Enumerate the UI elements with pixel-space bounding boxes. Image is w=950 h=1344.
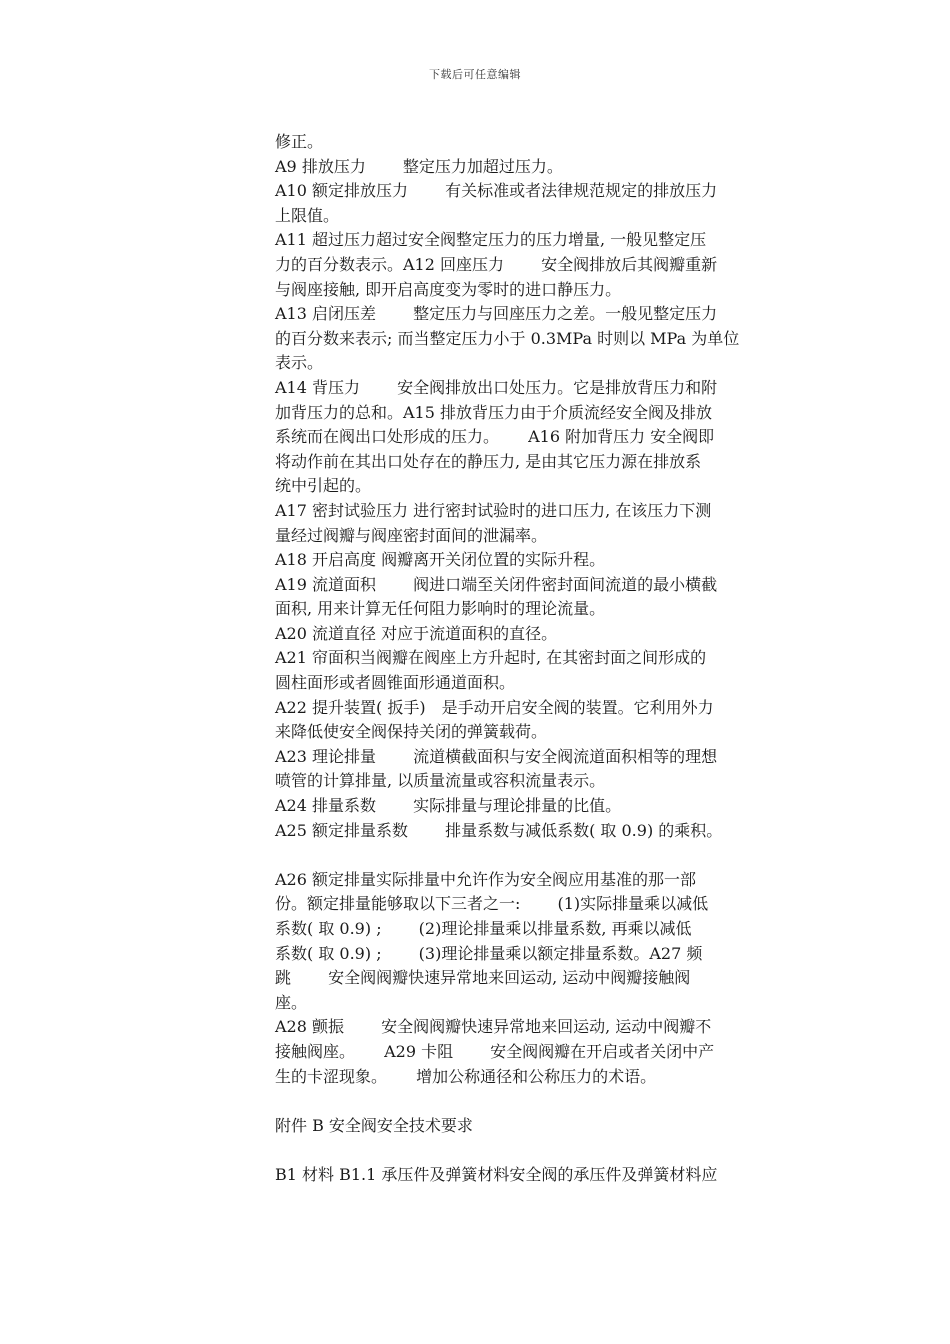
text-line: 接触阀座。 A29 卡阻 安全阀阀瓣在开启或者关闭中产: [275, 1041, 715, 1061]
text-line: A18 开启高度 阀瓣离开关闭位置的实际升程。: [275, 550, 606, 570]
page-header: 下载后可任意编辑: [429, 68, 521, 81]
text-line: B1 材料 B1.1 承压件及弹簧材料安全阀的承压件及弹簧材料应: [275, 1164, 718, 1184]
text-line: 统中引起的。: [275, 476, 372, 496]
text-line: 喷管的计算排量, 以质量流量或容积流量表示。: [275, 771, 606, 791]
text-line: A20 流道直径 对应于流道面积的直径。: [275, 623, 558, 643]
text-line: 生的卡涩现象。 增加公称通径和公称压力的术语。: [275, 1066, 657, 1086]
text-line: 跳 安全阀阀瓣快速异常地来回运动, 运动中阀瓣接触阀: [275, 968, 691, 988]
text-line: 力的百分数表示。A12 回座压力 安全阀排放后其阀瓣重新: [275, 254, 718, 274]
text-line: 系数( 取 0.9) ; (3)理论排量乘以额定排量系数。A27 频: [275, 943, 703, 963]
text-line: 座。: [275, 992, 308, 1012]
text-line: 上限值。: [275, 205, 340, 225]
paragraph-gap: [275, 1089, 805, 1114]
text-line: A17 密封试验压力 进行密封试验时的进口压力, 在该压力下测: [275, 500, 712, 520]
text-line: A10 额定排放压力 有关标准或者法律规范规定的排放压力: [275, 181, 718, 201]
text-line: 将动作前在其出口处存在的静压力, 是由其它压力源在排放系: [275, 451, 702, 471]
text-line: 与阀座接触, 即开启高度变为零时的进口静压力。: [275, 279, 622, 299]
paragraph-gap: [275, 1138, 805, 1163]
text-line: A13 启闭压差 整定压力与回座压力之差。一般见整定压力: [275, 304, 718, 324]
text-line: 面积, 用来计算无任何阻力影响时的理论流量。: [275, 599, 606, 619]
text-line: 加背压力的总和。A15 排放背压力由于介质流经安全阀及排放: [275, 402, 713, 422]
text-line: 份。额定排量能够取以下三者之一: (1)实际排量乘以减低: [275, 894, 709, 914]
text-line: 修正。: [275, 132, 324, 151]
text-line: A28 颤振 安全阀阀瓣快速异常地来回运动, 运动中阀瓣不: [275, 1017, 712, 1037]
text-line: 的百分数来表示; 而当整定压力小于 0.3MPa 时则以 MPa 为单位: [275, 328, 740, 348]
text-line: A23 理论排量 流道横截面积与安全阀流道面积相等的理想: [275, 746, 718, 766]
text-line: 系统而在阀出口处形成的压力。 A16 附加背压力 安全阀即: [275, 427, 715, 447]
text-line: A9 排放压力 整定压力加超过压力。: [275, 156, 563, 176]
text-line: A14 背压力 安全阀排放出口处压力。它是排放背压力和附: [275, 377, 718, 397]
text-line: A22 提升装置( 扳手) 是手动开启安全阀的装置。它利用外力: [275, 697, 714, 717]
text-line: A25 额定排量系数 排量系数与减低系数( 取 0.9) 的乘积。: [275, 820, 723, 840]
text-line: A11 超过压力超过安全阀整定压力的压力增量, 一般见整定压: [275, 230, 707, 250]
text-line: 表示。: [275, 353, 324, 373]
text-line: A26 额定排量实际排量中允许作为安全阀应用基准的那一部: [275, 869, 697, 889]
text-line: 来降低使安全阀保持关闭的弹簧载荷。: [275, 722, 548, 742]
text-line: 系数( 取 0.9) ; (2)理论排量乘以排量系数, 再乘以减低: [275, 919, 692, 938]
text-line: A21 帘面积当阀瓣在阀座上方升起时, 在其密封面之间形成的: [275, 648, 707, 668]
text-line: A19 流道面积 阀进口端至关闭件密封面间流道的最小横截: [275, 574, 718, 594]
text-line: 圆柱面形或者圆锥面形通道面积。: [275, 673, 516, 693]
document-body: [275, 130, 805, 1188]
text-line: 量经过阀瓣与阀座密封面间的泄漏率。: [275, 525, 548, 545]
paragraph-gap: [275, 843, 805, 868]
section-heading: 附件 B 安全阀安全技术要求: [275, 1115, 473, 1135]
text-line: A24 排量系数 实际排量与理论排量的比值。: [275, 796, 622, 816]
